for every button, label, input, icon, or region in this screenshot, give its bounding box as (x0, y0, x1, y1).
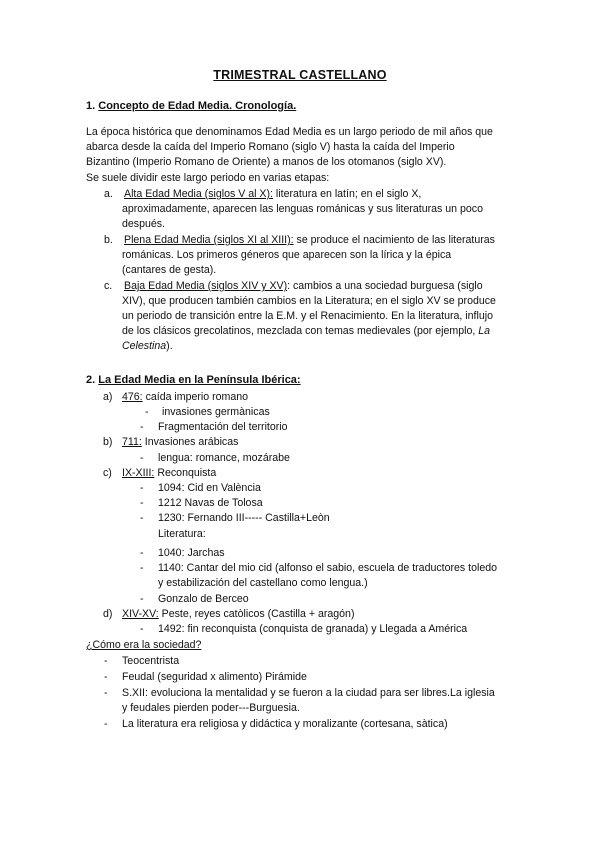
intro-line-2: abarca desde la caída del Imperio Romano (siglo V) hasta la caída del Imperio (86, 141, 455, 153)
society-dash-1: - (104, 655, 108, 667)
sub-a-item-1: invasiones germànicas (162, 406, 270, 418)
item-c-line: IX-XIII: Reconquista (122, 467, 217, 479)
sub-a-item-2: Fragmentación del territorio (158, 421, 288, 433)
item-d-line: XIV-XV: Peste, reyes catòlicos (Castilla + aragón) (122, 608, 355, 620)
stage-b-line-1: Plena Edad Media (siglos XI al XIII): se produce el nacimiento de las literaturas (124, 234, 495, 246)
sub-c-dash-3: - (140, 512, 144, 524)
stage-b-line-2: románicas. Los primeros géneros que aparecen son la lírica y la épica (122, 249, 452, 261)
stages-intro: Se suele dividir este largo periodo en varias etapas: (86, 172, 330, 184)
sub-b-item-1: lengua: romance, mozárabe (158, 452, 290, 464)
society-dash-4: - (104, 718, 108, 730)
society-item-2: Feudal (seguridad x alimento) Pirámide (122, 671, 307, 683)
society-item-4: La literatura era religiosa y didáctica y moralizante (cortesana, sàtica) (122, 718, 448, 730)
sub-c-item-1: 1094: Cid en València (158, 482, 261, 494)
item-a-label: 476: (122, 391, 143, 403)
stage-c-line-4: de los clásicos grecolatinos, mezclada con temas medievales (por ejemplo, La (122, 325, 491, 337)
sub-c2-dash-2: - (140, 562, 144, 574)
intro-line-1: La época histórica que denominamos Edad Media es un largo periodo de mil años que (86, 126, 493, 138)
section2-title: La Edad Media en la Península Ibérica: (98, 374, 301, 386)
sub-a-dash-1: - (145, 406, 149, 418)
item-d-marker: d) (103, 608, 113, 620)
stage-c-marker: c. (104, 280, 113, 292)
intro-line-3: Bizantino (Imperio Romano de Oriente) a manos de los otomanos (siglo XV). (86, 156, 447, 168)
sub-c2-item-2: 1140: Cantar del mio cid (alfonso el sabio, escuela de traductores toledo (158, 562, 498, 574)
society-item-3: S.XII: evoluciona la mentalidad y se fueron a la ciudad para ser libres.La iglesia (122, 687, 495, 699)
item-a-line: 476: caída imperio romano (122, 391, 249, 403)
sub-d-dash-1: - (140, 623, 144, 635)
sub-c2-item-1: 1040: Jarchas (158, 547, 225, 559)
document-title: TRIMESTRAL CASTELLANO (213, 68, 387, 82)
sub-c-dash-1: - (140, 482, 144, 494)
stage-a-marker: a. (104, 188, 113, 200)
stage-a-label: Alta Edad Media (siglos V al X): (124, 188, 273, 200)
society-dash-3: - (104, 687, 108, 699)
stage-c-italic-1: La (478, 325, 491, 337)
sub-b-dash-1: - (140, 452, 144, 464)
item-c-marker: c) (103, 467, 112, 479)
item-c-label: IX-XIII: (122, 467, 155, 479)
stage-c-line-5: Celestina). (122, 340, 173, 352)
society-heading: ¿Cómo era la sociedad? (86, 639, 202, 651)
stage-b-line-3: (cantares de gesta). (122, 264, 217, 276)
sub-c-item-2: 1212 Navas de Tolosa (158, 497, 263, 509)
sub-c2-dash-3: - (140, 593, 144, 605)
sub-d-item-1: 1492: fin reconquista (conquista de granada) y Llegada a América (158, 623, 468, 635)
sub-c2-dash-1: - (140, 547, 144, 559)
stage-c-line-1: Baja Edad Media (siglos XIV y XV): cambios a una sociedad burguesa (siglo (124, 280, 483, 292)
literatura-label: Literatura: (158, 528, 206, 540)
stage-c-line-2: XIV), que producen también cambios en la Literatura; en el siglo XV se produce (122, 295, 496, 307)
stage-a-line-1: Alta Edad Media (siglos V al X): literatura en latín; en el siglo X, (124, 188, 422, 200)
sub-c2-item-2-cont: y estabilización del castellano como lengua.) (158, 577, 368, 589)
sub-c-item-3: 1230: Fernando III----- Castilla+Leòn (158, 512, 330, 524)
society-dash-2: - (104, 671, 108, 683)
item-b-line: 711: Invasiones arábicas (122, 436, 239, 448)
section1-heading (86, 99, 296, 114)
stage-c-label: Baja Edad Media (siglos XIV y XV) (124, 280, 288, 292)
stage-c-italic-2: Celestina (122, 340, 167, 352)
stage-a-line-2: aproximadamente, aparecen las lenguas románicas y sus literaturas un poco (122, 203, 483, 215)
item-b-label: 711: (122, 436, 142, 448)
society-item-3-cont: y feudales pierden poder---Burguesia. (122, 702, 300, 714)
item-d-label: XIV-XV: (122, 608, 159, 620)
stage-b-marker: b. (104, 234, 113, 246)
stage-a-line-3: después. (122, 218, 165, 230)
sub-a-dash-2: - (140, 421, 144, 433)
society-item-1: Teocentrista (122, 655, 180, 667)
section2-number: 2. (86, 374, 96, 386)
stage-c-line-3: un periodo de transición entre la E.M. y el Renacimiento. En la literatura, influjo (122, 310, 493, 322)
section2-heading (86, 373, 301, 388)
item-a-marker: a) (103, 391, 113, 403)
item-b-marker: b) (103, 436, 113, 448)
section1-number: 1. (86, 100, 96, 112)
sub-c-dash-2: - (140, 497, 144, 509)
sub-c2-item-3: Gonzalo de Berceo (158, 593, 249, 605)
stage-b-label: Plena Edad Media (siglos XI al XIII): (124, 234, 294, 246)
section1-title: Concepto de Edad Media. Cronología. (98, 100, 297, 112)
